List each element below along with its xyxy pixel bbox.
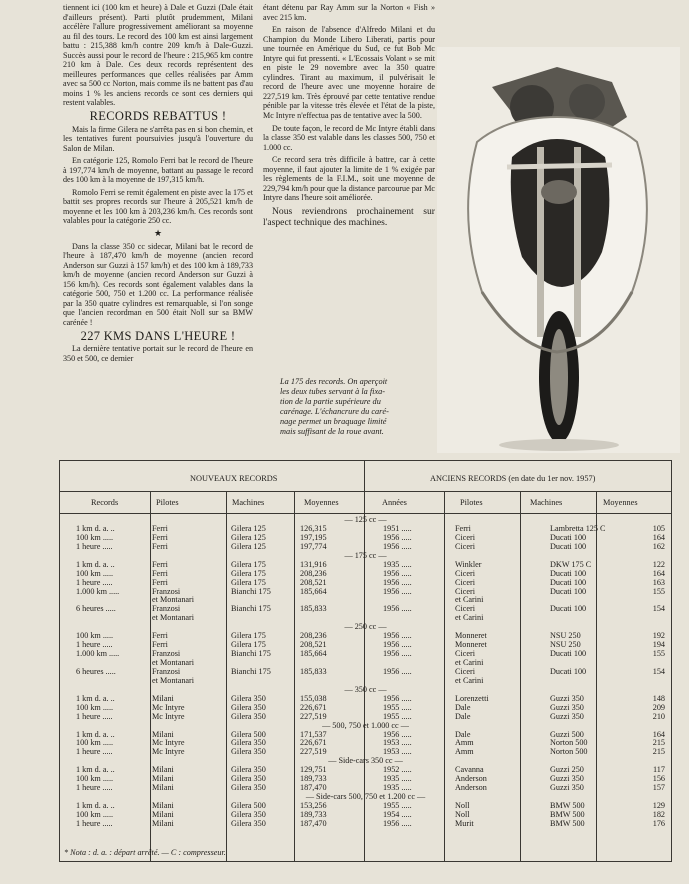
table-cell: Milani bbox=[152, 765, 174, 775]
caption-line: carénage. L'échancrure du caré- bbox=[280, 407, 389, 416]
table-cell: Guzzi 350 bbox=[550, 774, 584, 784]
paragraph: Mais la firme Gilera ne s'arrêta pas en si bon chemin, et les tentatives furent poursuivies jusqu'à l'ouverture du Salon de Milan. bbox=[63, 124, 253, 153]
table-cell: 1953 ..... bbox=[383, 747, 412, 757]
table-cell: 1956 ..... bbox=[383, 631, 412, 641]
table-cell: 1956 ..... bbox=[383, 577, 412, 587]
section-row: — 125 cc — bbox=[344, 515, 387, 524]
section-heading: 227 KMS DANS L'HEURE ! bbox=[80, 328, 236, 343]
table-cell: Gilera 350 bbox=[231, 818, 266, 828]
table-cell: 1 km d. a. .. bbox=[76, 765, 115, 775]
table-cell: 1955 ..... bbox=[383, 711, 412, 721]
table-cell: Ducati 100 bbox=[550, 568, 587, 578]
table-cell: 1956 ..... bbox=[383, 541, 412, 551]
caption-line: les deux tubes servant à la fixa- bbox=[280, 387, 386, 396]
table-cell: Gilera 350 bbox=[231, 747, 266, 757]
table-cell: Ferri bbox=[152, 532, 168, 542]
table-group-header bbox=[60, 461, 671, 492]
table-cell: Cavanna bbox=[455, 765, 484, 775]
caption-line: tion de la partie supérieure du bbox=[280, 397, 381, 406]
table-cell: 1 heure ..... bbox=[76, 577, 113, 587]
table-cell: Mc Intyre bbox=[152, 747, 185, 757]
table-cell: Amm bbox=[455, 738, 474, 748]
table-cell: Ducati 100 bbox=[550, 666, 587, 676]
table-cell: Murit bbox=[455, 818, 474, 828]
table-cell: 100 km ..... bbox=[76, 774, 114, 784]
table-cell: BMW 500 bbox=[550, 801, 585, 810]
table-cell: Gilera 125 bbox=[231, 532, 266, 542]
table-cell: 1956 ..... bbox=[383, 649, 412, 659]
table-cell: Ciceri bbox=[455, 586, 476, 596]
table-cell: Bianchi 175 bbox=[231, 666, 271, 676]
article-column-left bbox=[63, 3, 253, 366]
table-cell: 1956 ..... bbox=[383, 586, 412, 596]
table-cell: 176 bbox=[652, 818, 665, 828]
table-cell: Ferri bbox=[152, 541, 168, 551]
table-cell: 100 km ..... bbox=[76, 809, 114, 819]
table-cell: 208,521 bbox=[300, 640, 327, 650]
table-cell: 1935 ..... bbox=[383, 559, 412, 569]
table-cell: 117 bbox=[653, 765, 665, 775]
table-cell: 163 bbox=[652, 577, 665, 587]
table-cell: Gilera 500 bbox=[231, 801, 266, 810]
table-cell: Norton 500 bbox=[550, 738, 588, 748]
table-body bbox=[60, 516, 671, 829]
table-cell: 6 heures ..... bbox=[76, 604, 116, 614]
table-cell: 1956 ..... bbox=[383, 568, 412, 578]
section-row: — 350 cc — bbox=[344, 684, 387, 694]
section-row: — 500, 750 et 1.000 cc — bbox=[322, 720, 409, 730]
table-cell: NSU 250 bbox=[550, 640, 581, 650]
table-cell: Norton 500 bbox=[550, 747, 588, 757]
table-cell: 171,537 bbox=[300, 729, 327, 739]
table-cell: Ciceri bbox=[455, 666, 476, 676]
table-cell: Mc Intyre bbox=[152, 711, 185, 721]
table-cell: Bianchi 175 bbox=[231, 586, 271, 596]
table-cell: Monneret bbox=[455, 640, 487, 650]
table-cell: Ciceri bbox=[455, 532, 476, 542]
table-cell: 197,195 bbox=[300, 532, 327, 542]
table-cell: Mc Intyre bbox=[152, 738, 185, 748]
table-cell: 194 bbox=[652, 640, 665, 650]
table-cell: 209 bbox=[652, 702, 665, 712]
column-header: Pilotes bbox=[156, 498, 179, 507]
table-cell: et Carini bbox=[455, 613, 484, 623]
table-cell: Ferri bbox=[152, 577, 168, 587]
table-cell: Ferri bbox=[455, 523, 471, 533]
table-cell: Ciceri bbox=[455, 604, 476, 614]
table-cell: et Montanari bbox=[152, 658, 195, 667]
paragraph: Dans la classe 350 cc sidecar, Milani bat le record de l'heure à 187,470 km/h de moyenne (ancien record Anderson sur Guzzi à 157 km/h) et des 100 km à 189,733 km/h de moyenne (ancien record Anderson sur Guzzi à 156 km/h). Ces records sont également valables dans la catégorie 500, 750 et 1.200 cc. La performance réalisée par la 350 quatre cylindres est remarquable, si l'on songe que l'ancien recordman en 500 était Noll sur sa BMW carénée ! bbox=[63, 241, 253, 327]
photo-caption bbox=[280, 377, 431, 437]
table-cell: Guzzi 350 bbox=[550, 711, 584, 721]
table-cell: 189,733 bbox=[300, 809, 327, 819]
table-row bbox=[60, 820, 671, 829]
table-cell: 215 bbox=[652, 738, 665, 748]
table-cell: Franzosi bbox=[152, 586, 181, 596]
table-cell: 100 km ..... bbox=[76, 738, 114, 748]
table-cell: Gilera 175 bbox=[231, 577, 266, 587]
table-cell: NSU 250 bbox=[550, 631, 581, 641]
table-cell: 164 bbox=[652, 568, 665, 578]
table-cell: Gilera 350 bbox=[231, 702, 266, 712]
table-cell: Amm bbox=[455, 747, 474, 757]
column-header: Moyennes bbox=[603, 498, 638, 507]
article-column-middle bbox=[263, 3, 435, 232]
table-cell: 1954 ..... bbox=[383, 809, 412, 819]
paragraph: tiennent ici (100 km et heure) à Dale et Guzzi (Dale était d'ailleurs présent). Parti plutôt prudemment, Milani accélère l'allure progressivement améliorant sa moyenne au fil des tours. Le record des 100 km est ainsi largement battu : 215,388 km/h contre 209 km/h à Dale-Guzzi. Succès aussi pour le record de l'heure : 215,965 km contre 210 km à Dale. Ces deux records représentent des meilleures performances que celles réalisées par Amm avec sa 500 cc Norton, mais comme ils ne battent pas d'au moins 1 % les anciens records ce sont ces derniers qui restent valables. bbox=[63, 3, 253, 108]
table-cell: 1 km d. a. .. bbox=[76, 523, 115, 533]
table-cell: 1.000 km ..... bbox=[76, 586, 120, 596]
table-cell: Ferri bbox=[152, 523, 168, 533]
table-cell: Gilera 350 bbox=[231, 693, 266, 703]
table-cell: Gilera 125 bbox=[231, 541, 266, 551]
paragraph: En catégorie 125, Romolo Ferri bat le record de l'heure à 197,774 km/h de moyenne, battant au passage le record des 100 km à la moyenne de 197,315 km/h. bbox=[63, 156, 253, 185]
table-cell: Franzosi bbox=[152, 666, 181, 676]
table-cell: Ducati 100 bbox=[550, 586, 587, 596]
table-cell: Milani bbox=[152, 693, 174, 703]
table-cell: Guzzi 250 bbox=[550, 765, 584, 775]
table-cell: 155,038 bbox=[300, 693, 327, 703]
caption-line: La 175 des records. On aperçoit bbox=[280, 377, 388, 386]
table-cell: 1955 ..... bbox=[383, 702, 412, 712]
table-cell: 1 heure ..... bbox=[76, 818, 113, 828]
table-cell: et Montanari bbox=[152, 595, 195, 605]
table-cell: 1935 ..... bbox=[383, 783, 412, 793]
table-cell: 208,236 bbox=[300, 568, 327, 578]
table-cell: 1956 ..... bbox=[383, 604, 412, 614]
column-header: Records bbox=[91, 498, 119, 507]
table-cell: Ferri bbox=[152, 568, 168, 578]
section-row: — Side-cars 350 cc — bbox=[328, 756, 403, 766]
paragraph: Ce record sera très difficile à battre, car à cette moyenne, il faut ajouter la limite de 1 % exigée par les règlements de la F.I.M., soit une moyenne de 229,794 km/h pour que la distance parcourue par Mc Intyre dans l'heure soit améliorée. bbox=[263, 155, 435, 203]
table-cell: Gilera 350 bbox=[231, 738, 266, 748]
table-cell: et Montanari bbox=[152, 613, 195, 623]
caption-line: mais suffisant de la roue avant. bbox=[280, 427, 384, 436]
table-cell: Dale bbox=[455, 711, 471, 721]
table-cell: 1 km d. a. .. bbox=[76, 729, 115, 739]
table-cell: 189,733 bbox=[300, 774, 327, 784]
table-cell: et Carini bbox=[455, 675, 484, 685]
table-cell: 153,256 bbox=[300, 801, 327, 810]
table-cell: 1956 ..... bbox=[383, 532, 412, 542]
table-cell: 182 bbox=[652, 809, 665, 819]
section-row: — 175 cc — bbox=[344, 550, 387, 560]
paragraph: étant détenu par Ray Amm sur la Norton « Fish » avec 215 km. bbox=[263, 3, 435, 22]
table-cell: 157 bbox=[652, 783, 665, 793]
table-cell: Gilera 175 bbox=[231, 568, 266, 578]
section-row: — 250 cc — bbox=[344, 622, 387, 632]
table-cell: 162 bbox=[652, 541, 665, 551]
table-cell: 100 km ..... bbox=[76, 568, 114, 578]
table-cell: Gilera 175 bbox=[231, 631, 266, 641]
table-cell: 185,664 bbox=[300, 586, 327, 596]
column-header: Pilotes bbox=[460, 498, 483, 507]
table-cell: 156 bbox=[652, 774, 665, 784]
table-cell: Milani bbox=[152, 809, 174, 819]
table-cell: Noll bbox=[455, 801, 470, 810]
paragraph: Romolo Ferri se remit également en piste avec la 175 et battit ses propres records sur l'heure à 205,521 km/h de moyenne et les 100 km à 203,236 km/h. Ces records sont valables pour la catégorie 250 cc. bbox=[63, 187, 253, 226]
table-cell: 1 heure ..... bbox=[76, 747, 113, 757]
table-cell: 215 bbox=[652, 747, 665, 757]
table-cell: 227,519 bbox=[300, 747, 327, 757]
table-cell: Ciceri bbox=[455, 649, 476, 659]
table-cell: et Montanari bbox=[152, 675, 195, 685]
section-row: — Side-cars 500, 750 et 1.200 cc — bbox=[305, 792, 426, 802]
table-cell: 1 heure ..... bbox=[76, 541, 113, 551]
table-cell: Ciceri bbox=[455, 568, 476, 578]
table-cell: Dale bbox=[455, 729, 471, 739]
motorcycle-photo bbox=[437, 47, 680, 453]
table-cell: 105 bbox=[652, 523, 665, 533]
table-cell: Milani bbox=[152, 818, 174, 828]
table-cell: Ferri bbox=[152, 631, 168, 641]
table-cell: Ferri bbox=[152, 559, 168, 569]
table-cell: Guzzi 350 bbox=[550, 702, 584, 712]
table-cell: Gilera 175 bbox=[231, 640, 266, 650]
table-cell: 210 bbox=[652, 711, 665, 721]
table-cell: 185,664 bbox=[300, 649, 327, 659]
table-cell: BMW 500 bbox=[550, 818, 585, 828]
table-cell: 122 bbox=[652, 559, 665, 569]
table-footnote: * Nota : d. a. : départ arrêté. — C : compresseur. bbox=[64, 848, 226, 857]
table-cell: 131,916 bbox=[300, 559, 327, 569]
table-cell: 1 km d. a. .. bbox=[76, 801, 115, 810]
table-cell: Gilera 350 bbox=[231, 774, 266, 784]
table-cell: 197,774 bbox=[300, 541, 327, 551]
table-cell: 164 bbox=[652, 729, 665, 739]
table-cell: 1 km d. a. .. bbox=[76, 559, 115, 569]
table-cell: 129 bbox=[652, 801, 665, 810]
column-header: Années bbox=[382, 498, 407, 507]
table-cell: 126,315 bbox=[300, 523, 327, 533]
table-cell: Gilera 125 bbox=[231, 523, 266, 533]
column-header: Moyennes bbox=[304, 498, 339, 507]
table-cell: 1 km d. a. .. bbox=[76, 693, 115, 703]
table-cell: Milani bbox=[152, 783, 174, 793]
table-cell: 6 heures ..... bbox=[76, 666, 116, 676]
table-cell: 187,470 bbox=[300, 783, 327, 793]
new-records-heading: NOUVEAUX RECORDS bbox=[190, 474, 278, 483]
table-cell: Gilera 175 bbox=[231, 559, 266, 569]
table-cell: Ducati 100 bbox=[550, 541, 587, 551]
table-cell: 1956 ..... bbox=[383, 729, 412, 739]
table-cell: et Carini bbox=[455, 658, 484, 667]
table-cell: Dale bbox=[455, 702, 471, 712]
paragraph: Nous reviendrons prochainement sur l'aspect technique des machines. bbox=[263, 205, 435, 229]
table-cell: Ciceri bbox=[455, 577, 476, 587]
table-cell: 1953 ..... bbox=[383, 738, 412, 748]
table-cell: Gilera 350 bbox=[231, 711, 266, 721]
table-cell: Guzzi 500 bbox=[550, 729, 584, 739]
table-cell: 100 km ..... bbox=[76, 631, 114, 641]
old-records-heading: ANCIENS RECORDS (en date du 1er nov. 1957) bbox=[430, 474, 596, 483]
table-cell: Franzosi bbox=[152, 604, 181, 614]
table-cell: 129,751 bbox=[300, 765, 327, 775]
table-cell: Noll bbox=[455, 809, 470, 819]
table-cell: 1955 ..... bbox=[383, 801, 412, 810]
table-cell: 154 bbox=[652, 604, 665, 614]
column-header: Machines bbox=[530, 498, 563, 507]
table-cell: Ducati 100 bbox=[550, 649, 587, 659]
table-cell: 185,833 bbox=[300, 604, 327, 614]
table-cell: Winkler bbox=[455, 559, 482, 569]
table-cell: Guzzi 350 bbox=[550, 783, 584, 793]
table-cell: Ferri bbox=[152, 640, 168, 650]
table-cell: et Carini bbox=[455, 595, 484, 605]
table-cell: 226,671 bbox=[300, 702, 327, 712]
table-cell: 1.000 km ..... bbox=[76, 649, 120, 659]
table-cell: Gilera 500 bbox=[231, 729, 266, 739]
table-cell: 1956 ..... bbox=[383, 640, 412, 650]
table-cell: 1935 ..... bbox=[383, 774, 412, 784]
table-cell: 226,671 bbox=[300, 738, 327, 748]
table-cell: 155 bbox=[652, 649, 665, 659]
table-cell: 154 bbox=[652, 666, 665, 676]
table-cell: 100 km ..... bbox=[76, 532, 114, 542]
paragraph: En raison de l'absence d'Alfredo Milani et du Champion du Monde Libero Liberati, partis pour une tournée en Amérique du Sud, ce fut Bob Mc Intyre qui fut pressenti. « L'Ecossais Volant » se mit en piste le 29 novembre avec la 350 quatre cylindres. Tirant au maximum, il pulvérisait le record de l'heure avec une moyenne horaire de 227,519 km. Très éprouvé par cette tentative rendue pénible par la vitesse très élevée et l'état de la piste, Mc Intyre n'effectua pas de tentative avec la 500. bbox=[263, 25, 435, 121]
table-cell: 1956 ..... bbox=[383, 693, 412, 703]
section-heading: RECORDS REBATTUS ! bbox=[89, 109, 227, 124]
table-cell: 185,833 bbox=[300, 666, 327, 676]
table-cell: 227,519 bbox=[300, 711, 327, 721]
table-cell: 1956 ..... bbox=[383, 818, 412, 828]
table-cell: Gilera 350 bbox=[231, 809, 266, 819]
records-table bbox=[59, 460, 672, 862]
table-cell: BMW 500 bbox=[550, 809, 585, 819]
table-cell: 148 bbox=[652, 693, 665, 703]
table-cell: Guzzi 350 bbox=[550, 693, 584, 703]
table-cell: Monneret bbox=[455, 631, 487, 641]
table-cell: Milani bbox=[152, 801, 174, 810]
table-cell: Ducati 100 bbox=[550, 577, 587, 587]
table-cell: Franzosi bbox=[152, 649, 181, 659]
table-cell: 1 heure ..... bbox=[76, 783, 113, 793]
table-cell: Anderson bbox=[455, 774, 487, 784]
table-cell: 208,236 bbox=[300, 631, 327, 641]
table-cell: Ducati 100 bbox=[550, 604, 587, 614]
table-cell: Gilera 350 bbox=[231, 765, 266, 775]
table-cell: 164 bbox=[652, 532, 665, 542]
caption-line: nage permet un braquage limité bbox=[280, 417, 387, 426]
table-cell: 187,470 bbox=[300, 818, 327, 828]
table-cell: 208,521 bbox=[300, 577, 327, 587]
table-cell: Ciceri bbox=[455, 541, 476, 551]
table-cell: 1 heure ..... bbox=[76, 640, 113, 650]
table-cell: 1952 ..... bbox=[383, 765, 412, 775]
table-cell: Milani bbox=[152, 729, 174, 739]
paragraph: De toute façon, le record de Mc Intyre établi dans la classe 350 est valable dans les classes 500, 750 et 1.000 cc. bbox=[263, 123, 435, 152]
table-column-header bbox=[60, 491, 671, 514]
table-cell: 1956 ..... bbox=[383, 666, 412, 676]
table-cell: Lambretta 125 C bbox=[550, 523, 606, 533]
table-cell: 1 heure ..... bbox=[76, 711, 113, 721]
table-cell: 192 bbox=[652, 631, 665, 641]
table-cell: 100 km ..... bbox=[76, 702, 114, 712]
table-cell: 1951 ..... bbox=[383, 523, 412, 533]
table-cell: Milani bbox=[152, 774, 174, 784]
table-cell: Mc Intyre bbox=[152, 702, 185, 712]
table-cell: Lorenzetti bbox=[455, 693, 489, 703]
table-cell: Gilera 350 bbox=[231, 783, 266, 793]
table-cell: Bianchi 175 bbox=[231, 604, 271, 614]
table-cell: Bianchi 175 bbox=[231, 649, 271, 659]
paragraph: La dernière tentative portait sur le record de l'heure en 350 et 500, ce dernier bbox=[63, 344, 253, 363]
column-header: Machines bbox=[232, 498, 265, 507]
table-cell: 155 bbox=[652, 586, 665, 596]
table-cell: Ducati 100 bbox=[550, 532, 587, 542]
table-cell: DKW 175 C bbox=[550, 559, 592, 569]
star-separator: ★ bbox=[153, 228, 163, 239]
table-cell: Anderson bbox=[455, 783, 487, 793]
